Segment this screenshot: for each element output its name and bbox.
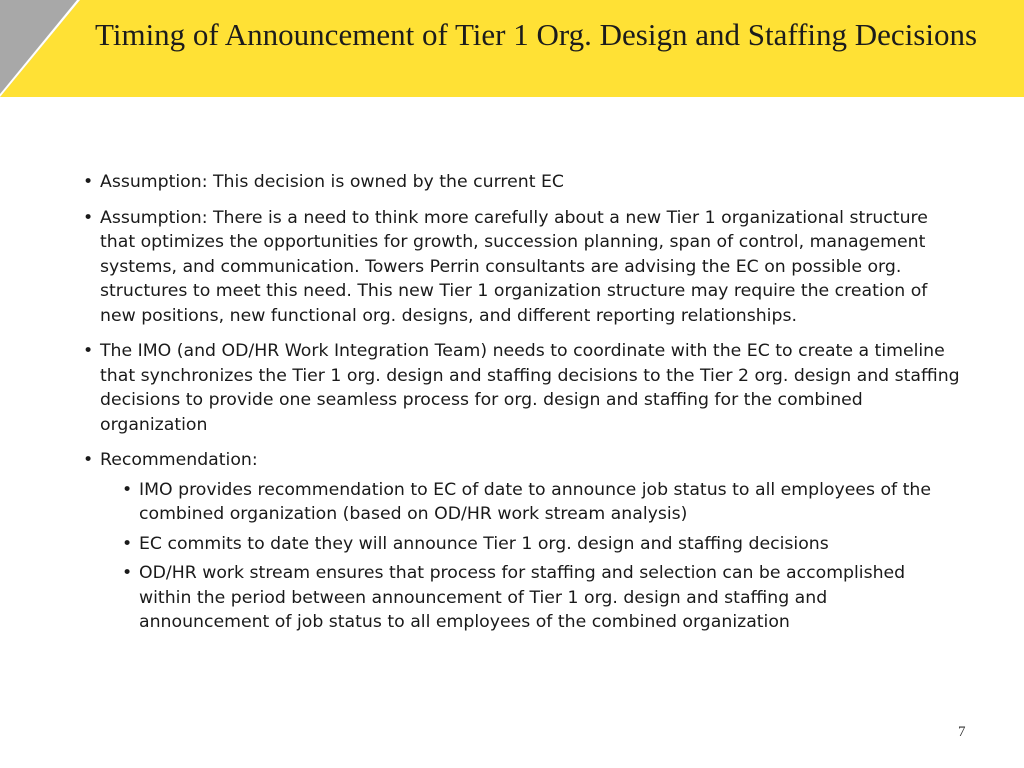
bullet-text: Assumption: There is a need to think more carefully about a new Tier 1 organizational structure that optimizes the opportunities for growth, succession planning, span of control, management systems, and communication. Towers Perrin consultants are advising the EC on possible org. structures to meet this need. This new Tier 1 organization structure may require the creation of new positions, new functional org. designs, and different reporting relationships. [100, 207, 928, 326]
sub-bullet-text: OD/HR work stream ensures that process for staffing and selection can be accomplished within the period between announcement of Tier 1 org. design and staffing and announcement of job status to all employees of the combined organization [139, 563, 906, 632]
bullet-text: Assumption: This decision is owned by the current EC [100, 172, 564, 192]
sub-bullet-item [100, 532, 960, 557]
bullet-list [80, 170, 960, 635]
slide-content [80, 170, 960, 646]
bullet-item [80, 206, 960, 329]
sub-bullet-item [100, 561, 960, 635]
bullet-text: The IMO (and OD/HR Work Integration Team) needs to coordinate with the EC to create a timeline that synchronizes the Tier 1 org. design and staffing decisions to the Tier 2 org. design and staffing decisions to provide one seamless process for org. design and staffing for the combined organization [100, 341, 960, 435]
slide-title: Timing of Announcement of Tier 1 Org. Design and Staffing Decisions [95, 17, 978, 52]
bullet-item [80, 448, 960, 635]
sub-bullet-text: EC commits to date they will announce Tier 1 org. design and staffing decisions [139, 533, 829, 554]
bullet-item [80, 170, 960, 195]
page-number: 7 [958, 724, 966, 740]
sub-bullet-list [100, 478, 960, 635]
sub-bullet-text: IMO provides recommendation to EC of date to announce job status to all employees of the combined organization (based on OD/HR work stream analysis) [139, 479, 931, 524]
bullet-text: Recommendation: [100, 450, 258, 470]
corner-accent [0, 0, 80, 97]
bullet-item [80, 339, 960, 437]
sub-bullet-item [100, 478, 960, 527]
